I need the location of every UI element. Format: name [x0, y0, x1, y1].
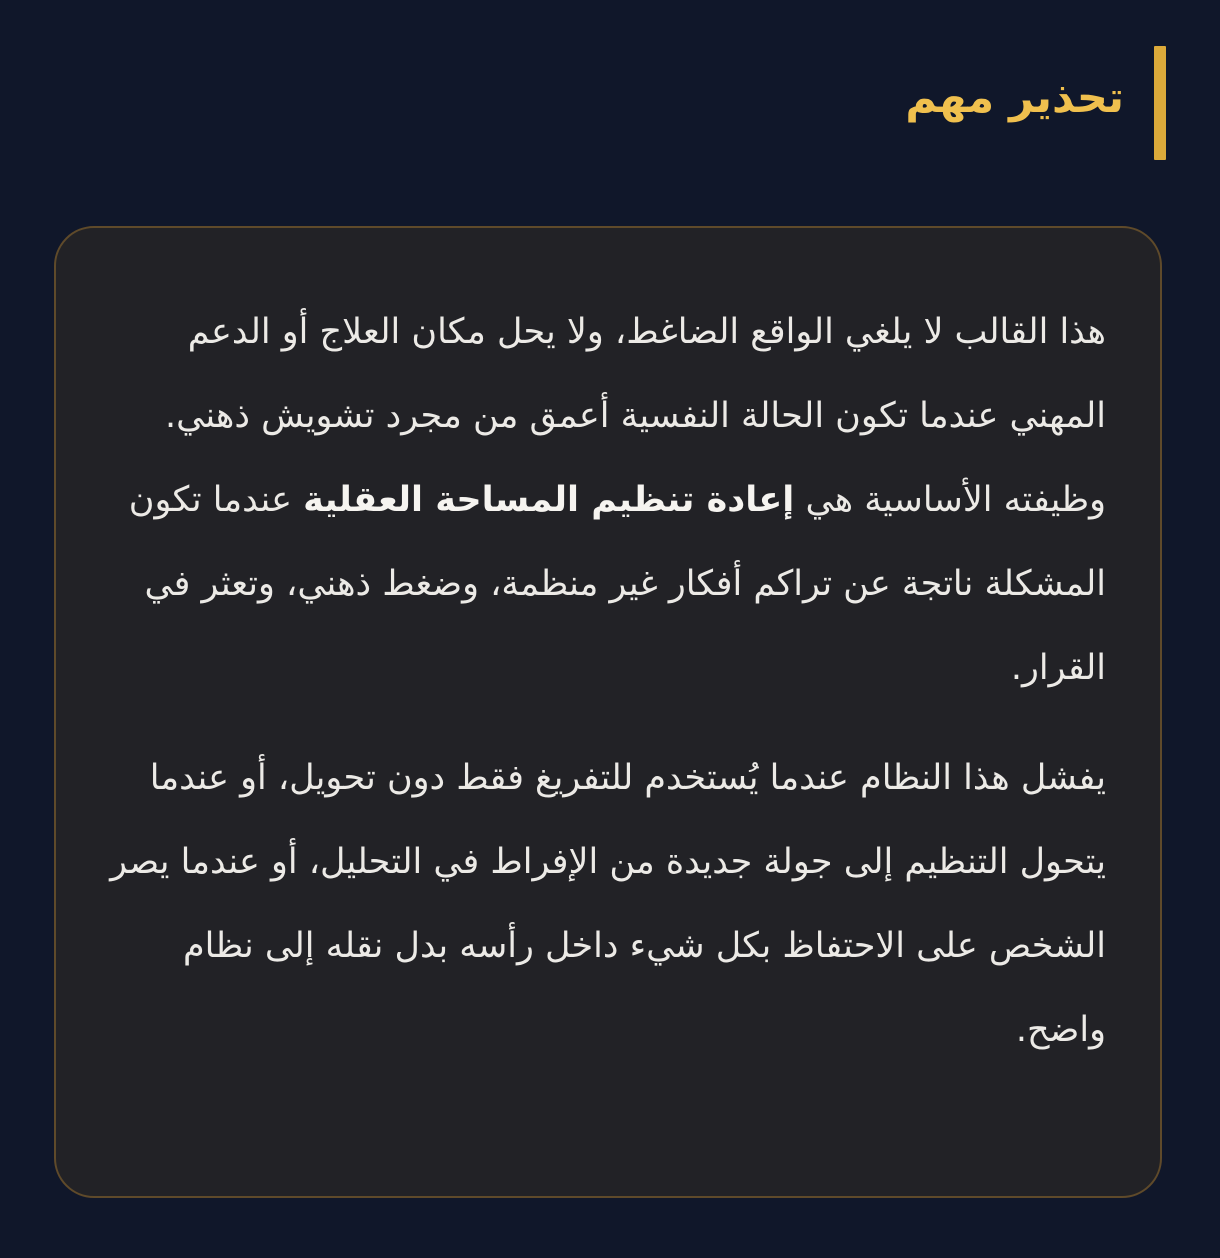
paragraph-1-text-before: هذا القالب لا يلغي الواقع الضاغط، ولا يحل مكان العلاج أو الدعم المهني عندما تكون الحالة النفسية أعمق من مجرد تشويش ذهني. وظيفته الأساسية هي [165, 312, 1106, 520]
accent-bar [1154, 46, 1166, 160]
paragraph-1-text-after: عندما تكون المشكلة ناتجة عن تراكم أفكار غير منظمة، وضغط ذهني، وتعثر في القرار. [128, 480, 1106, 688]
paragraph-1-bold-phrase: إعادة تنظيم المساحة العقلية [303, 480, 795, 520]
warning-card [54, 226, 1162, 1198]
warning-paragraph-2: يفشل هذا النظام عندما يُستخدم للتفريغ فقط دون تحويل، أو عندما يتحول التنظيم إلى جولة جديدة من الإفراط في التحليل، أو عندما يصر الشخص على الاحتفاظ بكل شيء داخل رأسه بدل نقله إلى نظام واضح. [110, 758, 1106, 1050]
section-heading [905, 46, 1166, 160]
warning-paragraph-1 [110, 290, 1106, 710]
section-title: تحذير مهم [905, 72, 1124, 123]
